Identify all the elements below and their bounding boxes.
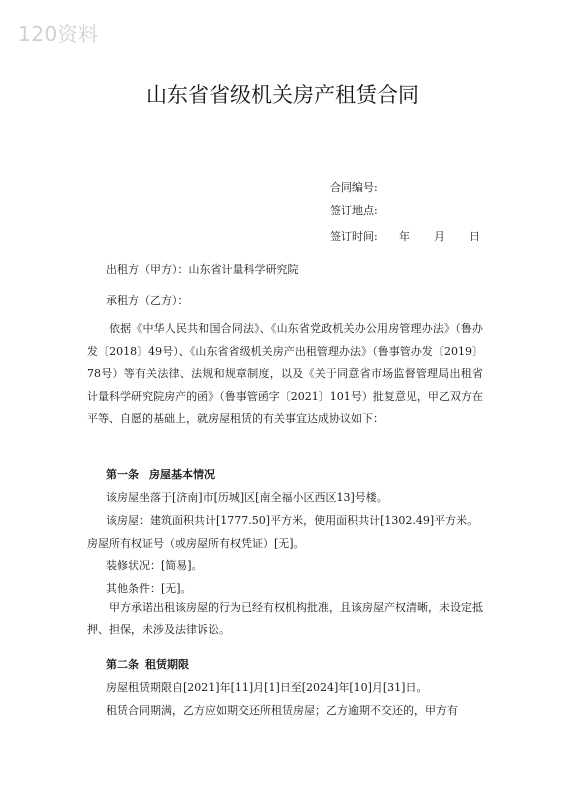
contract-number-label: 合同编号: [330,181,378,194]
article-2-number: 第二条 [106,658,139,671]
article-1-area: 该房屋：建筑面积共计[1777.50]平方米，使用面积共计[1302.49]平方米。 [106,514,479,527]
lessor-line: 出租方（甲方）：山东省计量科学研究院 [106,263,299,276]
article-1-promise: 甲方承诺出租该房屋的行为已经有权机构批准，且该房屋产权清晰，未设定抵押、担保，未涉及法律诉讼。 [87,601,483,636]
month-label: 月 [434,230,445,243]
article-2-expiry: 租赁合同期满，乙方应如期交还所租赁房屋；乙方逾期不交还的，甲方有 [106,704,458,717]
preamble-paragraph: 依据《中华人民共和国合同法》、《山东省党政机关办公用房管理办法》（鲁办发〔2018〕49号）、《山东省省级机关房产出租管理办法》（鲁事管办发〔2019〕78号）等有关法律、法规和规章制度，以及《关于同意省市场监督管理局出租省计量科学研究院房产的函》（鲁事管函字〔2021〕101号）批复意见，甲乙双方在平等、自愿的基础上，就房屋租赁的有关事宜达成协议如下： [87,322,483,425]
document-title: 山东省省级机关房产租赁合同 [146,83,419,107]
article-2-title: 租赁期限 [145,658,189,671]
day-label: 日 [469,230,480,243]
sign-place-label: 签订地点: [330,204,378,217]
lessee-line: 承租方（乙方）： [106,294,189,307]
article-1-decoration: 装修状况：[简易]。 [106,559,203,572]
article-1-certificate: 房屋所有权证号（或房屋所有权凭证）[无]。 [87,537,305,550]
sign-time-label: 签订时间: [330,230,378,243]
year-label: 年 [399,230,410,243]
article-1-other: 其他条件：[无]。 [106,582,192,595]
article-2-term: 房屋租赁期限自[2021]年[11]月[1]日至[2024]年[10]月[31]日。 [106,681,428,694]
article-2-heading [106,656,189,672]
article-1-title: 房屋基本情况 [149,468,215,481]
article-1-heading [106,466,215,482]
article-1-number: 第一条 [106,468,139,481]
article-1-location: 该房屋坐落于[济南]市[历城]区[南全福小区西区13]号楼。 [106,491,388,504]
watermark-logo: 120资料 [18,22,99,46]
